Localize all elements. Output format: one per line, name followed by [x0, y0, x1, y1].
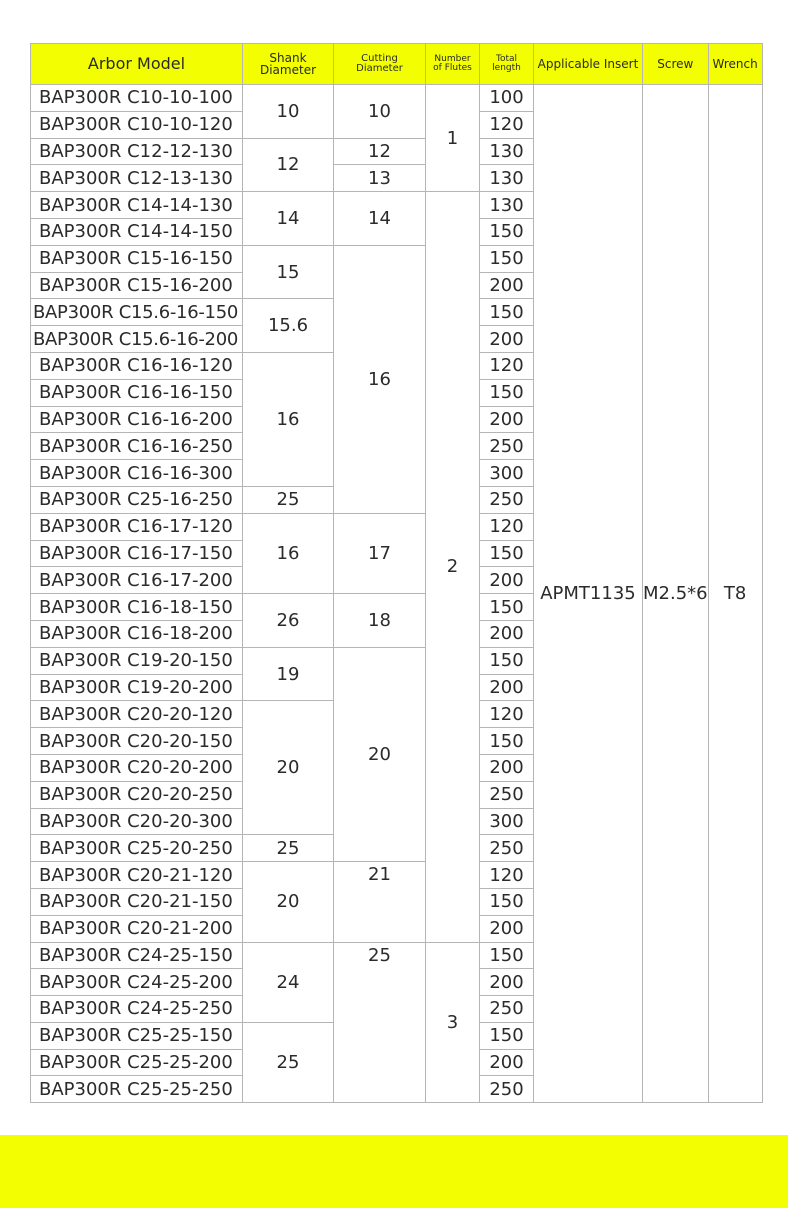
total-length-cell: 250 — [480, 996, 534, 1023]
total-length-cell: 200 — [480, 406, 534, 433]
total-length-cell: 130 — [480, 138, 534, 165]
total-length-cell: 120 — [480, 111, 534, 138]
total-length-cell: 120 — [480, 513, 534, 540]
shank-diameter-cell: 16 — [243, 513, 334, 593]
total-length-cell: 130 — [480, 192, 534, 219]
shank-diameter-cell: 14 — [243, 192, 334, 246]
arbor-model-cell: BAP300R C16-17-120 — [31, 513, 243, 540]
arbor-model-cell: BAP300R C12-12-130 — [31, 138, 243, 165]
total-length-cell: 130 — [480, 165, 534, 192]
footer-band — [0, 1135, 788, 1208]
cutting-diameter-cell: 12 — [334, 138, 426, 165]
total-length-cell: 150 — [480, 728, 534, 755]
total-length-cell: 150 — [480, 299, 534, 326]
header-shank-diameter — [243, 44, 334, 85]
arbor-model-cell: BAP300R C16-16-120 — [31, 352, 243, 379]
header-wrench: Wrench — [708, 44, 762, 85]
header-shank-line2: Diameter — [259, 63, 317, 77]
arbor-model-cell: BAP300R C20-20-150 — [31, 728, 243, 755]
total-length-cell: 200 — [480, 969, 534, 996]
header-cutting-line2: Diameter — [356, 63, 403, 74]
arbor-model-cell: BAP300R C14-14-130 — [31, 192, 243, 219]
total-length-cell: 250 — [480, 433, 534, 460]
cutting-diameter-cell: 13 — [334, 165, 426, 192]
total-length-cell: 120 — [480, 862, 534, 889]
arbor-model-cell: BAP300R C20-21-120 — [31, 862, 243, 889]
arbor-model-cell: BAP300R C16-18-200 — [31, 620, 243, 647]
arbor-model-cell: BAP300R C14-14-150 — [31, 218, 243, 245]
arbor-model-cell: BAP300R C15.6-16-150 — [31, 299, 243, 326]
arbor-model-cell: BAP300R C16-16-200 — [31, 406, 243, 433]
arbor-model-cell: BAP300R C10-10-120 — [31, 111, 243, 138]
cutting-diameter-cell: 14 — [334, 192, 426, 246]
arbor-model-cell: BAP300R C12-13-130 — [31, 165, 243, 192]
total-length-cell: 200 — [480, 674, 534, 701]
shank-diameter-cell: 15.6 — [243, 299, 334, 353]
total-length-cell: 150 — [480, 379, 534, 406]
arbor-model-cell: BAP300R C16-16-300 — [31, 460, 243, 487]
arbor-model-cell: BAP300R C24-25-150 — [31, 942, 243, 969]
header-cutting-diameter — [334, 44, 426, 85]
shank-diameter-cell: 15 — [243, 245, 334, 299]
arbor-model-cell: BAP300R C25-25-150 — [31, 1022, 243, 1049]
total-length-cell: 150 — [480, 218, 534, 245]
total-length-cell: 200 — [480, 915, 534, 942]
arbor-model-cell: BAP300R C20-20-200 — [31, 754, 243, 781]
spec-table — [30, 43, 763, 1103]
table-row — [31, 85, 763, 112]
header-total-length — [480, 44, 534, 85]
arbor-model-cell: BAP300R C16-17-200 — [31, 567, 243, 594]
cutting-diameter-cell: 10 — [334, 85, 426, 139]
header-flutes-line1: Number — [434, 54, 471, 64]
arbor-model-cell: BAP300R C20-21-150 — [31, 888, 243, 915]
total-length-cell: 150 — [480, 1022, 534, 1049]
arbor-model-cell: BAP300R C10-10-100 — [31, 85, 243, 112]
wrench-cell: T8 — [708, 85, 762, 1103]
header-flutes-line2: of Flutes — [433, 63, 472, 73]
arbor-model-cell: BAP300R C15.6-16-200 — [31, 326, 243, 353]
arbor-model-cell: BAP300R C20-20-120 — [31, 701, 243, 728]
cutting-diameter-cell: 18 — [334, 594, 426, 648]
screw-cell: M2.5*6 — [643, 85, 709, 1103]
cutting-diameter-cell: 21 — [334, 862, 426, 942]
shank-diameter-cell: 25 — [243, 835, 334, 862]
total-length-cell: 200 — [480, 1049, 534, 1076]
arbor-model-cell: BAP300R C24-25-250 — [31, 996, 243, 1023]
arbor-model-cell: BAP300R C16-18-150 — [31, 594, 243, 621]
arbor-model-cell: BAP300R C20-20-250 — [31, 781, 243, 808]
total-length-cell: 150 — [480, 647, 534, 674]
arbor-model-cell: BAP300R C25-25-250 — [31, 1076, 243, 1103]
arbor-model-cell: BAP300R C24-25-200 — [31, 969, 243, 996]
shank-diameter-cell: 25 — [243, 486, 334, 513]
total-length-cell: 150 — [480, 594, 534, 621]
total-length-cell: 100 — [480, 85, 534, 112]
header-arbor-model: Arbor Model — [31, 44, 243, 85]
number-of-flutes-cell: 1 — [426, 85, 480, 192]
header-number-of-flutes — [426, 44, 480, 85]
shank-diameter-cell: 12 — [243, 138, 334, 192]
cutting-diameter-cell: 17 — [334, 513, 426, 593]
shank-diameter-cell: 16 — [243, 352, 334, 486]
shank-diameter-cell: 20 — [243, 701, 334, 835]
header-shank-line1: Shank — [269, 51, 307, 65]
arbor-model-cell: BAP300R C20-20-300 — [31, 808, 243, 835]
arbor-model-cell: BAP300R C19-20-200 — [31, 674, 243, 701]
total-length-cell: 200 — [480, 754, 534, 781]
header-length-line1: Total — [495, 54, 518, 64]
shank-diameter-cell: 10 — [243, 85, 334, 139]
shank-diameter-cell: 20 — [243, 862, 334, 942]
arbor-model-cell: BAP300R C16-16-250 — [31, 433, 243, 460]
shank-diameter-cell: 25 — [243, 1022, 334, 1102]
number-of-flutes-cell: 2 — [426, 192, 480, 942]
header-length-line2: length — [492, 63, 521, 73]
total-length-cell: 300 — [480, 808, 534, 835]
arbor-model-cell: BAP300R C25-16-250 — [31, 486, 243, 513]
arbor-model-cell: BAP300R C20-21-200 — [31, 915, 243, 942]
total-length-cell: 200 — [480, 326, 534, 353]
header-row — [31, 44, 763, 85]
total-length-cell: 150 — [480, 942, 534, 969]
arbor-model-cell: BAP300R C25-25-200 — [31, 1049, 243, 1076]
header-cutting-line1: Cutting — [361, 53, 398, 64]
total-length-cell: 150 — [480, 888, 534, 915]
spec-table-body — [31, 85, 763, 1103]
total-length-cell: 250 — [480, 781, 534, 808]
header-applicable-insert: Applicable Insert — [534, 44, 643, 85]
total-length-cell: 150 — [480, 245, 534, 272]
total-length-cell: 120 — [480, 352, 534, 379]
arbor-model-cell: BAP300R C16-16-150 — [31, 379, 243, 406]
total-length-cell: 150 — [480, 540, 534, 567]
header-screw: Screw — [643, 44, 709, 85]
cutting-diameter-cell: 25 — [334, 942, 426, 1103]
total-length-cell: 200 — [480, 272, 534, 299]
total-length-cell: 250 — [480, 1076, 534, 1103]
total-length-cell: 120 — [480, 701, 534, 728]
total-length-cell: 250 — [480, 835, 534, 862]
total-length-cell: 200 — [480, 567, 534, 594]
total-length-cell: 200 — [480, 620, 534, 647]
arbor-model-cell: BAP300R C16-17-150 — [31, 540, 243, 567]
arbor-model-cell: BAP300R C19-20-150 — [31, 647, 243, 674]
shank-diameter-cell: 24 — [243, 942, 334, 1022]
total-length-cell: 250 — [480, 486, 534, 513]
cutting-diameter-cell: 20 — [334, 647, 426, 861]
arbor-model-cell: BAP300R C15-16-150 — [31, 245, 243, 272]
cutting-diameter-cell: 16 — [334, 245, 426, 513]
number-of-flutes-cell: 3 — [426, 942, 480, 1103]
total-length-cell: 300 — [480, 460, 534, 487]
arbor-model-cell: BAP300R C15-16-200 — [31, 272, 243, 299]
shank-diameter-cell: 26 — [243, 594, 334, 648]
shank-diameter-cell: 19 — [243, 647, 334, 701]
arbor-model-cell: BAP300R C25-20-250 — [31, 835, 243, 862]
applicable-insert-cell: APMT1135 — [534, 85, 643, 1103]
